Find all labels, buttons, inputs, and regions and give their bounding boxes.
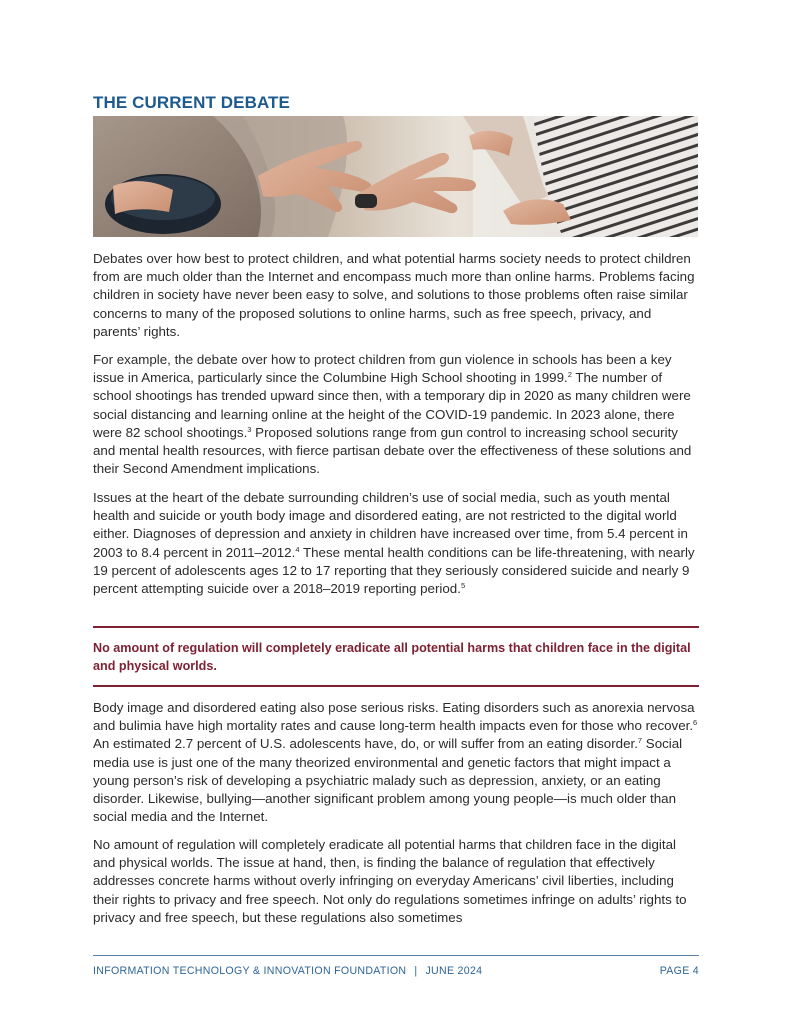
paragraph-4-text-b: An estimated 2.7 percent of U.S. adolescents have, do, or will suffer from an eating disorder.	[93, 736, 638, 752]
footnote-ref-2[interactable]: 2	[567, 370, 572, 380]
paragraph-2-text-b: The number of school shootings has trended upward since then, with a temporary dip in 2020 as many children were social distancing and learning online at the height of the COVID-19 pandemic. In 2023 alone, there were 82 school shootings.	[93, 370, 691, 440]
paragraph-3	[93, 489, 701, 598]
paragraph-1-text: Debates over how best to protect children, and what potential harms society needs to protect children from are much older than the Internet and encompass much more than online harms. Problems facing children in society have never been easy to solve, and solutions to those problems often raise similar concerns to many of the proposed solutions to online harms, such as free speech, privacy, and parents’ rights.	[93, 251, 695, 339]
pullquote: No amount of regulation will completely eradicate all potential harms that children face in the digital and physical worlds.	[93, 641, 691, 673]
section-heading: THE CURRENT DEBATE	[93, 93, 290, 112]
paragraph-3-text-a: Issues at the heart of the debate surrounding children’s use of social media, such as youth mental health and suicide or youth body image and disordered eating, are not restricted to the digital world either. Diagnoses of depression and anxiety in children have increased over time, from 5.4 percent in 2003 to 8.4 percent in 2011–2012.	[93, 490, 688, 560]
footnote-ref-7[interactable]: 7	[637, 736, 643, 746]
footer-date: JUNE 2024	[425, 965, 483, 977]
paragraph-4	[93, 699, 701, 826]
paragraph-3-text-b: These mental health conditions can be life-threatening, with nearly 19 percent of adolescents ages 12 to 17 reporting that they seriously considered suicide and nearly 9 percent attempting suicide over a 2018–2019 reporting period.	[93, 544, 695, 597]
footnote-ref-6[interactable]: 6	[693, 718, 698, 728]
pullquote-rule-top	[93, 626, 699, 628]
paragraph-4-text-c: Social media use is just one of the many theorized environmental and genetic factors that might impact a young person’s risk of developing a psychiatric malady such as depression, anxiety, or an eating disorder. Likewise, bullying—another significant problem among young people—is much older than social media and the Internet.	[93, 736, 683, 825]
page-number: PAGE 4	[659, 965, 699, 977]
footer-divider	[93, 955, 699, 956]
hands-discussion-photo	[93, 116, 698, 237]
paragraph-5-text: No amount of regulation will completely eradicate all potential harms that children face in the digital and physical worlds. The issue at hand, then, is finding the balance of regulation that effectively addresses concrete harms without overly infringing on everyday Americans’ civil liberties, including their rights to privacy and free speech. Not only do regulations sometimes infringe on adults’ rights to privacy and free speech, but these regulations also sometimes	[93, 837, 687, 925]
paragraph-2-text-c: Proposed solutions range from gun control to increasing school security and mental health resources, with fierce partisan debate over the effectiveness of these solutions and their Second Amendment implications.	[93, 424, 692, 477]
footer-left	[93, 965, 482, 977]
footer-separator: |	[414, 965, 418, 977]
paragraph-4-text-a: Body image and disordered eating also pose serious risks. Eating disorders such as anorexia nervosa and bulimia have high mortality rates and cause long-term health impacts even for those who recover.	[93, 700, 695, 734]
pullquote-rule-bottom	[93, 685, 699, 687]
paragraph-5	[93, 836, 701, 927]
footer-org: INFORMATION TECHNOLOGY & INNOVATION FOUNDATION	[93, 965, 407, 977]
footnote-ref-3[interactable]: 3	[247, 424, 252, 434]
paragraph-1	[93, 250, 701, 341]
paragraph-2-text-a: For example, the debate over how to protect children from gun violence in schools has been a key issue in America, particularly since the Columbine High School shooting in 1999.	[93, 352, 672, 386]
footnote-ref-5[interactable]: 5	[460, 581, 466, 591]
paragraph-2	[93, 351, 701, 478]
hero-photo	[93, 116, 698, 237]
footnote-ref-4[interactable]: 4	[295, 544, 300, 554]
